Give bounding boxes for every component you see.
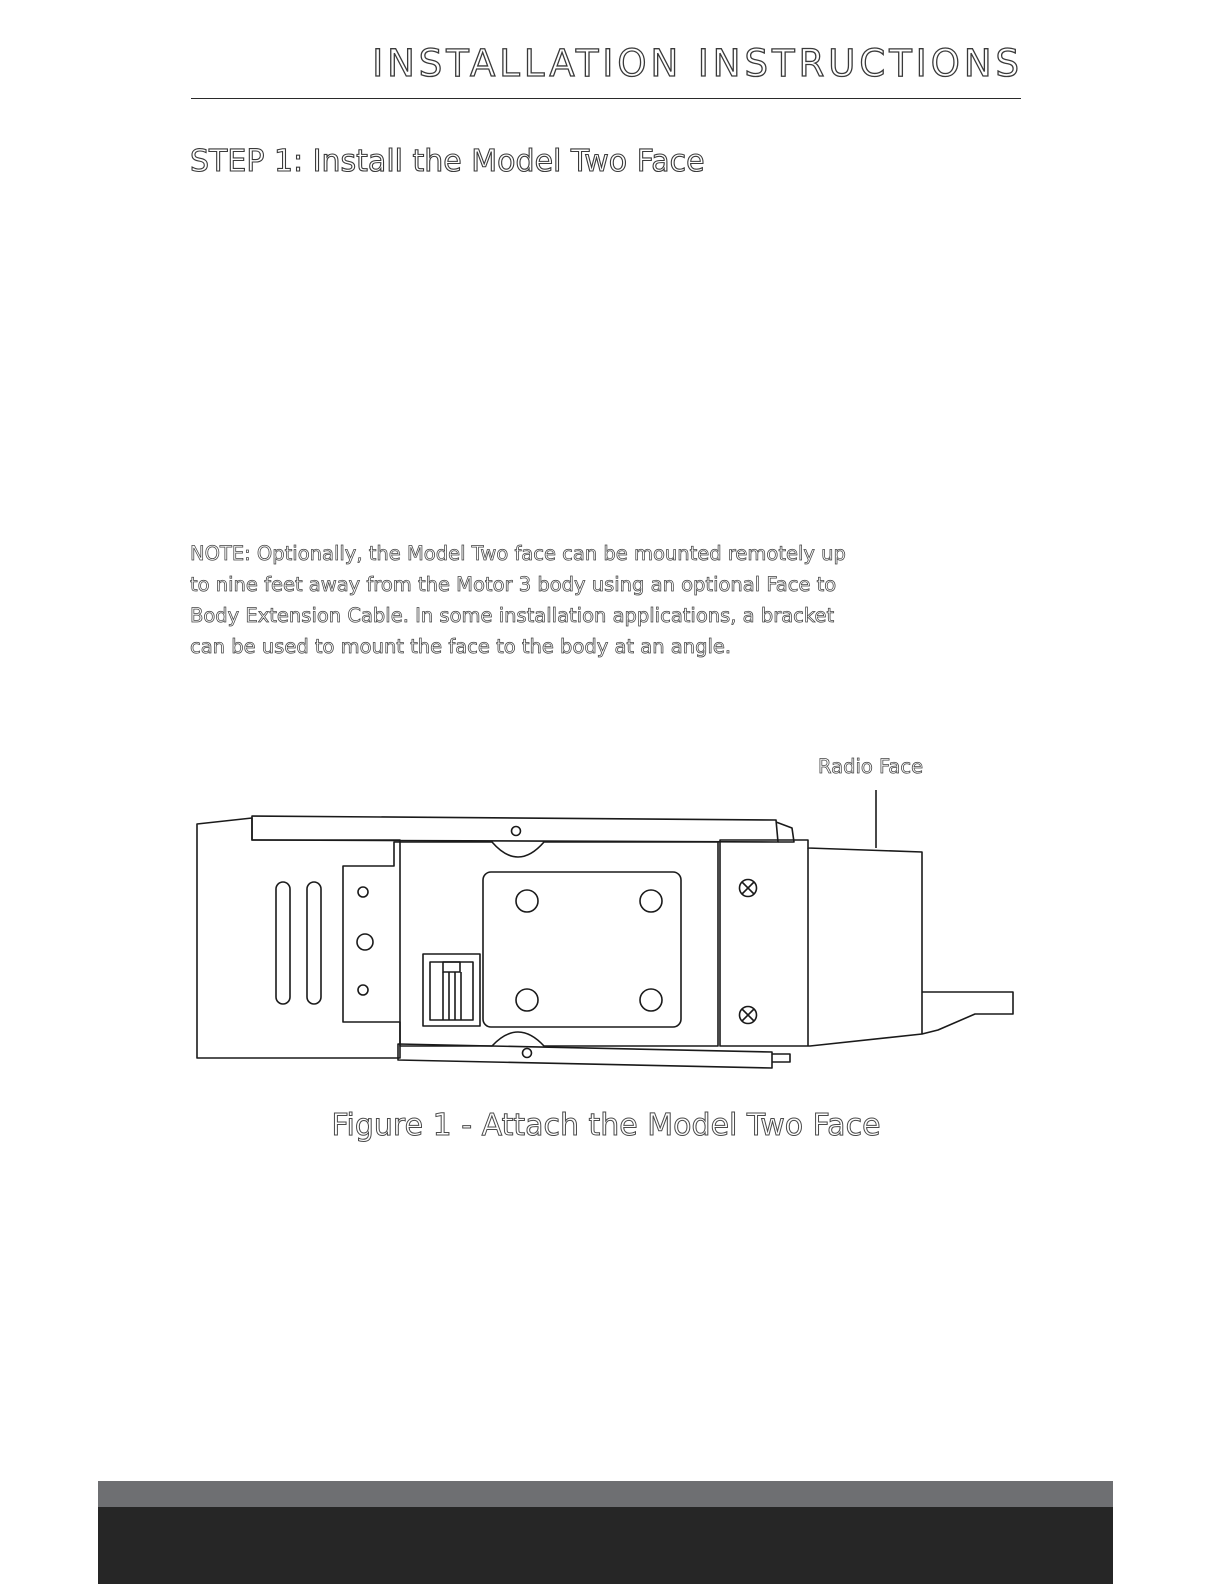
vent-slot (276, 882, 290, 1004)
note-line: Body Extension Cable. In some installation applications, a bracket (190, 604, 835, 627)
mount-screw-hole (640, 989, 662, 1011)
radio-body-outline (197, 818, 400, 1058)
step-heading: STEP 1: Install the Model Two Face (190, 144, 705, 179)
radio-face-callout-label: Radio Face (818, 755, 924, 778)
footer-band-light (98, 1481, 1113, 1508)
mount-screw-hole (516, 989, 538, 1011)
cable-tab (922, 992, 1013, 1034)
page-header-title: INSTALLATION INSTRUCTIONS (372, 42, 1023, 85)
top-rail-hole (512, 827, 521, 836)
connector-jack (423, 954, 480, 1026)
face-screw-icon (740, 880, 757, 897)
footer-band-dark (98, 1507, 1113, 1584)
mounting-plate (343, 842, 718, 1046)
plate-hole (358, 887, 368, 897)
mount-screw-hole (516, 890, 538, 912)
note-paragraph (190, 538, 890, 662)
face-screw-icon (740, 1007, 757, 1024)
note-line: NOTE: Optionally, the Model Two face can be mounted remotely up (190, 542, 846, 565)
bottom-rail-step (772, 1054, 790, 1062)
plate-hole (357, 934, 373, 950)
radio-face-block (720, 840, 922, 1046)
header-divider (191, 98, 1021, 99)
bottom-rail-hole (523, 1049, 532, 1058)
mount-screw-hole (640, 890, 662, 912)
vent-slot (307, 882, 321, 1004)
plate-hole (358, 985, 368, 995)
face-mount-pad (483, 872, 681, 1027)
note-line: can be used to mount the face to the body at an angle. (190, 635, 732, 658)
top-rail (252, 816, 778, 842)
note-line: to nine feet away from the Motor 3 body using an optional Face to (190, 573, 837, 596)
bottom-rail (398, 1044, 772, 1068)
top-rail-step (776, 822, 794, 842)
figure-caption: Figure 1 - Attach the Model Two Face (331, 1108, 881, 1143)
